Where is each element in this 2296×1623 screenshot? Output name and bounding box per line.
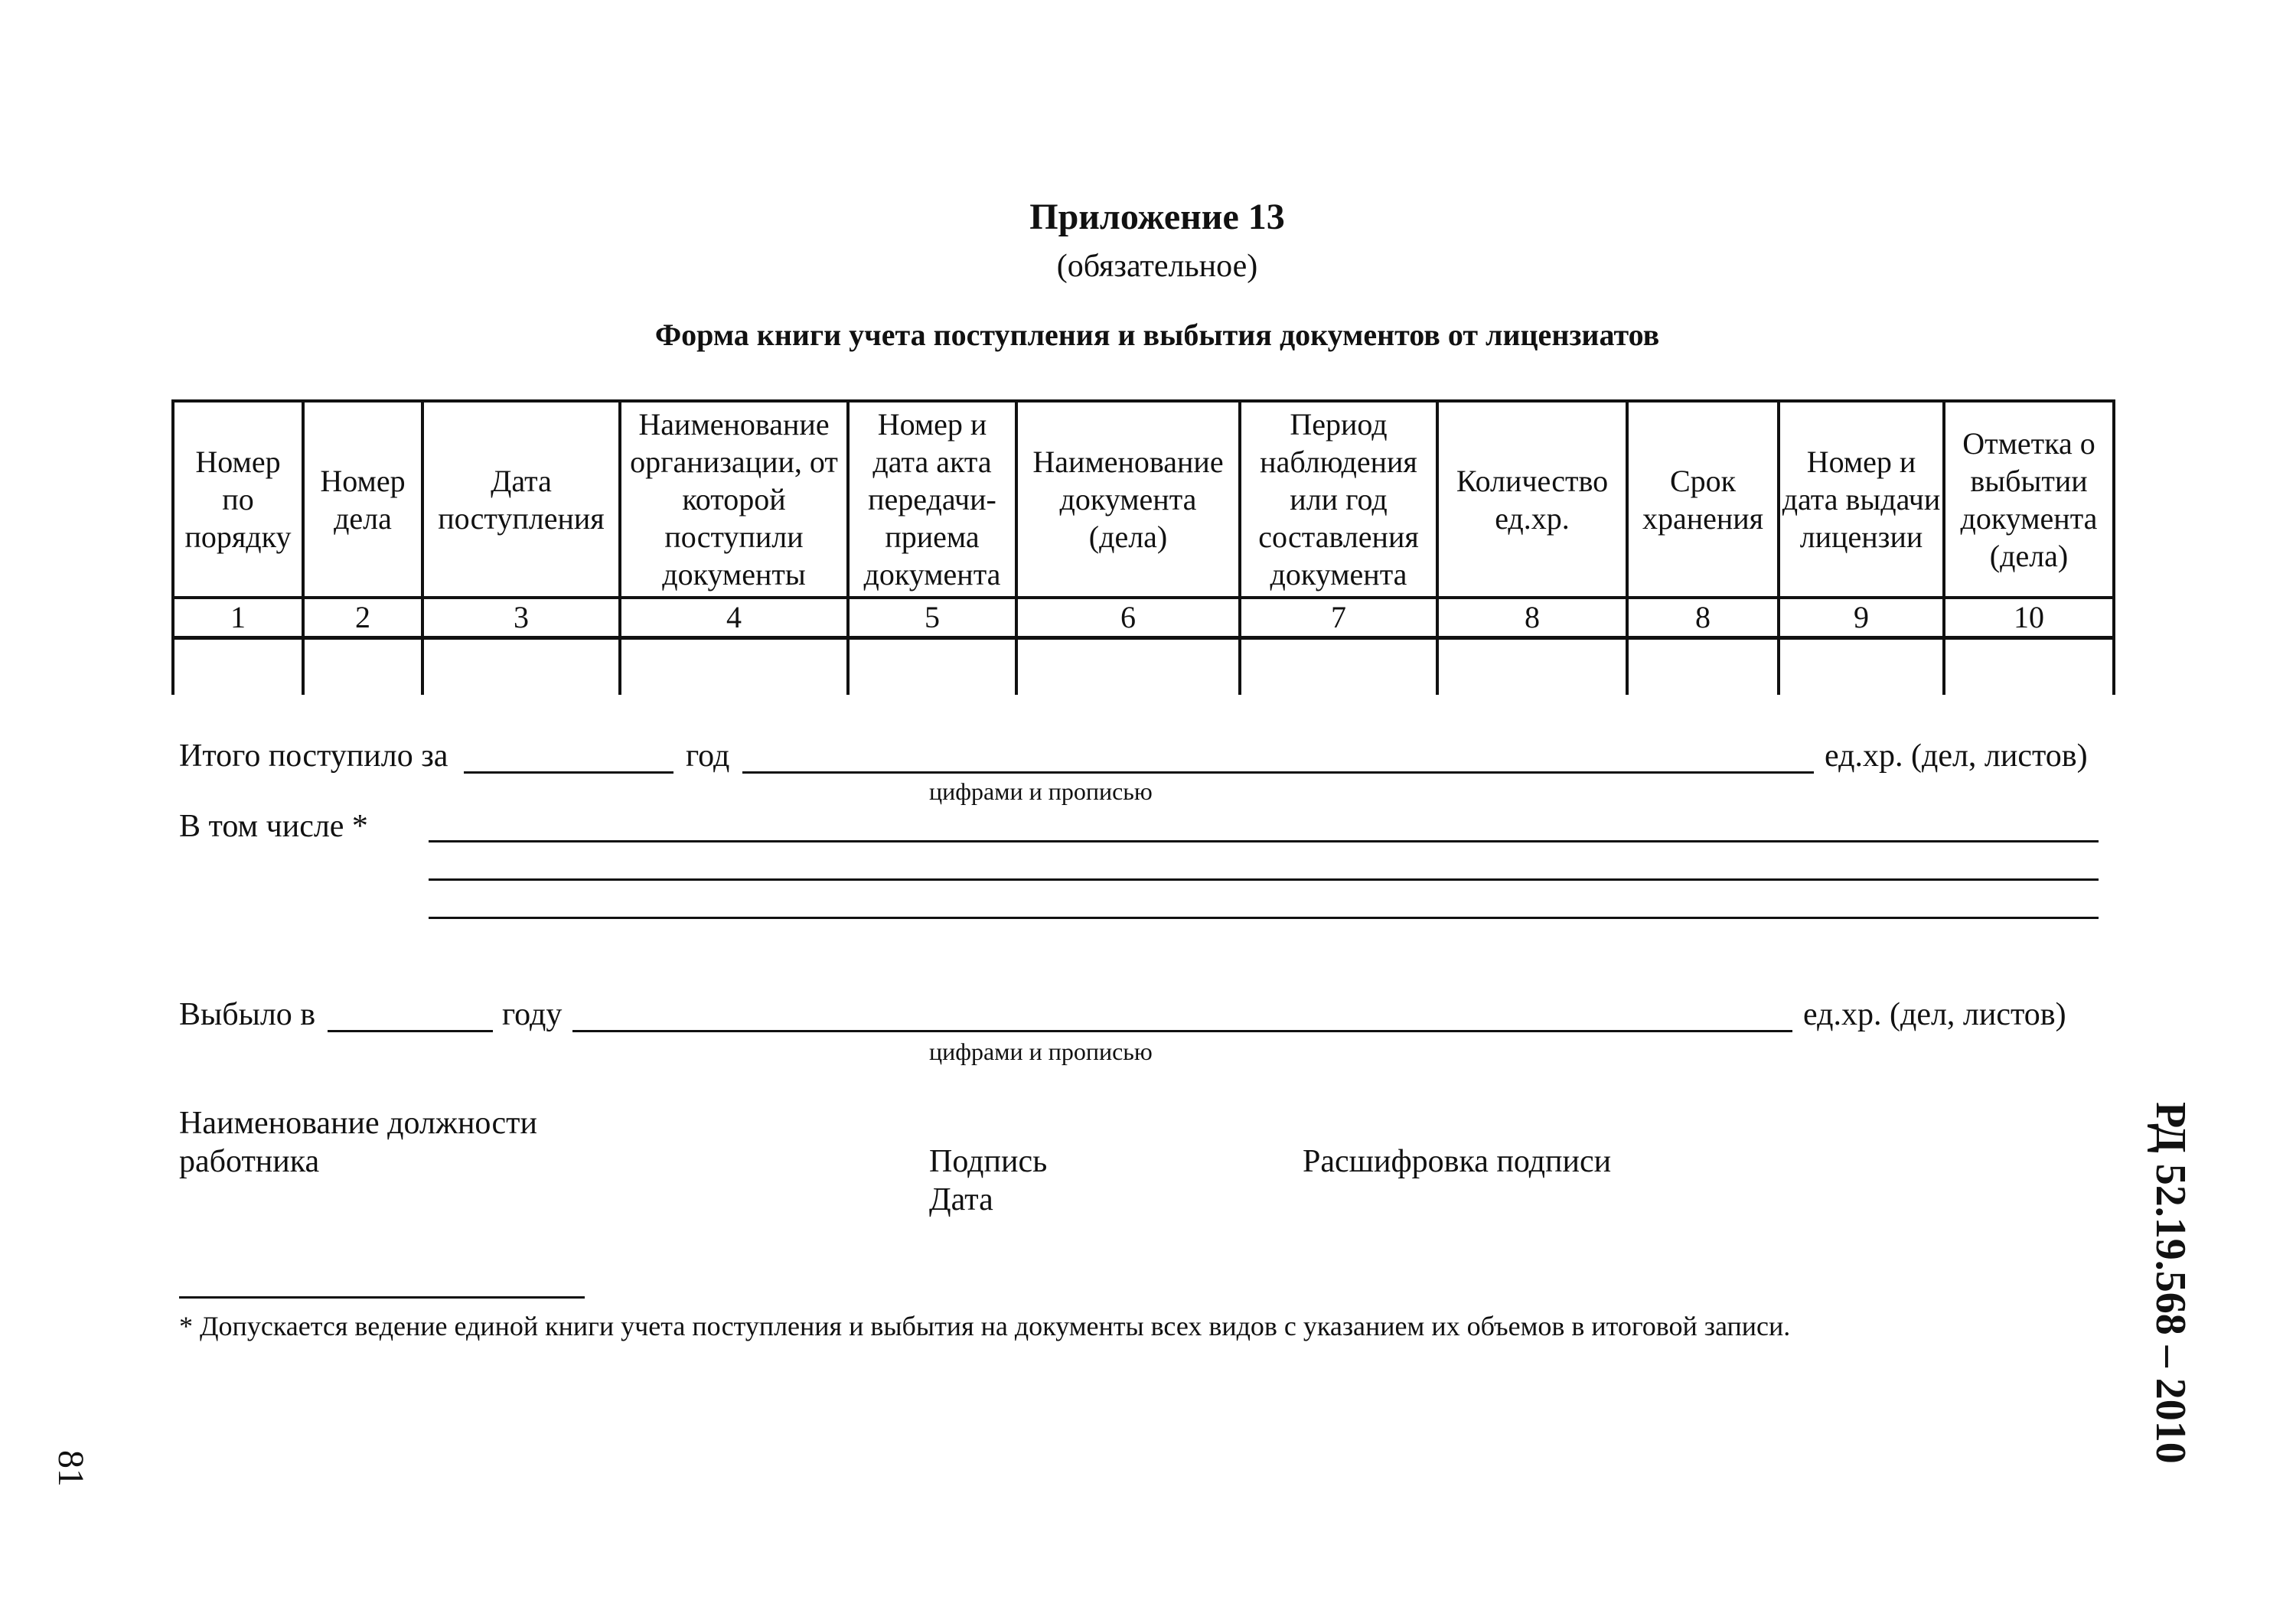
header-cell: Период наблюдения или год составления документа (1240, 401, 1437, 598)
empty-cell (1437, 638, 1627, 696)
empty-cell (1779, 638, 1944, 696)
column-number-cell: 6 (1016, 598, 1240, 638)
header-cell: Номер дела (303, 401, 422, 598)
form-title: Форма книги учета поступления и выбытия документов от лицензиатов (654, 318, 1660, 352)
signature-label: Подпись (929, 1144, 1048, 1179)
column-number-cell: 2 (303, 598, 422, 638)
empty-cell (1016, 638, 1240, 696)
disposed-label: Выбыло в (179, 997, 316, 1032)
column-number-cell: 9 (1779, 598, 1944, 638)
received-label: Итого поступило за (179, 738, 448, 774)
empty-cell (173, 638, 303, 696)
including-line-3 (429, 917, 2099, 919)
empty-cell (848, 638, 1016, 696)
column-number-cell: 7 (1240, 598, 1437, 638)
empty-cell (1627, 638, 1779, 696)
including-line-2 (429, 878, 2099, 881)
date-label: Дата (929, 1182, 993, 1217)
column-number-cell: 5 (848, 598, 1016, 638)
position-label-line2: работника (179, 1144, 320, 1179)
header-cell: Наименование организации, от которой поступили документы (620, 401, 848, 598)
appendix-subtitle: (обязательное) (1056, 249, 1258, 284)
column-number-cell: 1 (173, 598, 303, 638)
empty-cell (422, 638, 620, 696)
position-label-line1: Наименование должности (179, 1106, 537, 1141)
disposed-amount-line (572, 1030, 1792, 1032)
footnote-divider (179, 1296, 585, 1299)
header-cell: Номер и дата акта передачи-приема документа (848, 401, 1016, 598)
empty-cell (1240, 638, 1437, 696)
header-cell: Срок хранения (1627, 401, 1779, 598)
column-number-cell: 8 (1627, 598, 1779, 638)
disposed-units-label: ед.хр. (дел, листов) (1803, 997, 2066, 1032)
empty-cell (620, 638, 848, 696)
column-number-cell: 3 (422, 598, 620, 638)
including-label: В том числе * (179, 809, 368, 844)
register-table (171, 399, 2115, 695)
signature-decode-label: Расшифровка подписи (1303, 1144, 1612, 1179)
header-cell: Количество ед.хр. (1437, 401, 1627, 598)
footnote: * Допускается ведение единой книги учета поступления и выбытия на документы всех видов с указанием их объемов в итоговой записи. (179, 1311, 1791, 1341)
header-cell: Наименование документа (дела) (1016, 401, 1240, 598)
appendix-title: Приложение 13 (1029, 197, 1285, 237)
received-year-label: год (686, 738, 730, 774)
header-cell: Дата поступления (422, 401, 620, 598)
empty-cell (303, 638, 422, 696)
header-cell: Номер и дата выдачи лицензии (1779, 401, 1944, 598)
received-amount-line (742, 771, 1814, 774)
including-line-1 (429, 840, 2099, 842)
disposed-year-line (328, 1030, 493, 1032)
document-number: РД 52.19.568 – 2010 (2147, 1102, 2194, 1464)
table-header-row (173, 401, 2114, 598)
received-hint: цифрами и прописью (929, 777, 1153, 805)
page-number: 81 (51, 1450, 91, 1487)
table-row (173, 638, 2114, 696)
empty-cell (1944, 638, 2114, 696)
received-units-label: ед.хр. (дел, листов) (1825, 738, 2088, 774)
header-cell: Номер по порядку (173, 401, 303, 598)
header-cell: Отметка о выбытии документа (дела) (1944, 401, 2114, 598)
disposed-hint: цифрами и прописью (929, 1038, 1153, 1065)
column-number-cell: 4 (620, 598, 848, 638)
column-number-cell: 8 (1437, 598, 1627, 638)
document-number-area (2117, 1102, 2201, 1484)
disposed-year-label: году (502, 997, 563, 1032)
column-number-cell: 10 (1944, 598, 2114, 638)
received-year-line (464, 771, 673, 774)
column-number-row (173, 598, 2114, 638)
